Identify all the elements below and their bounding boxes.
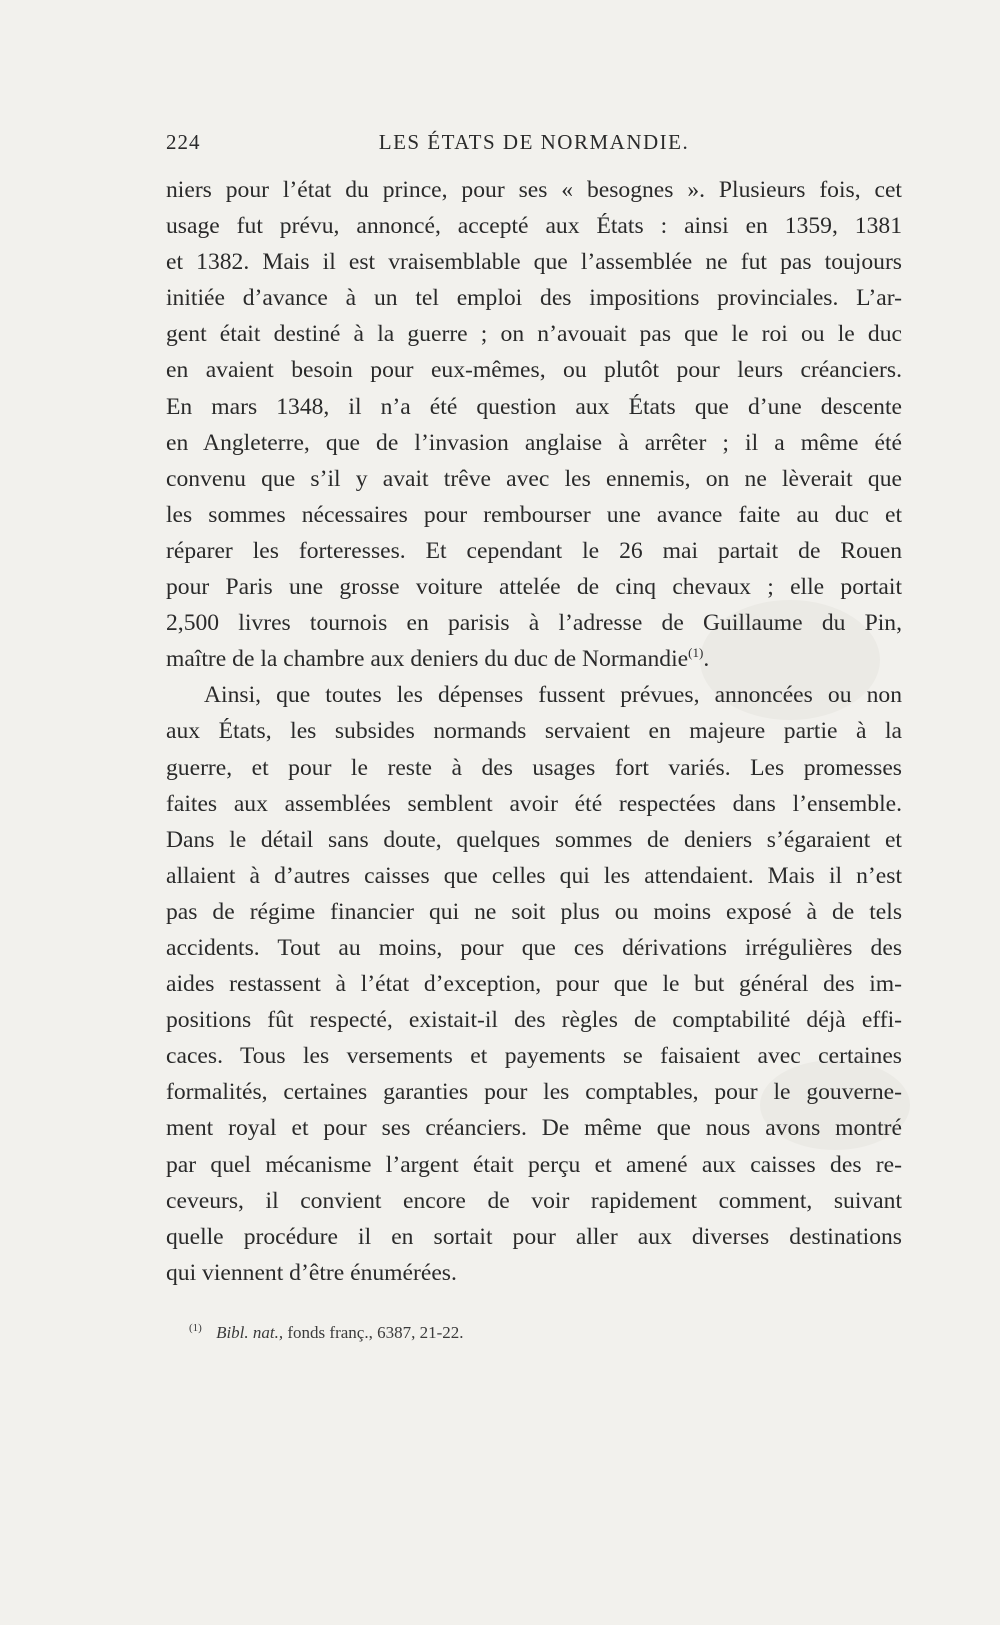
footnote-reference[interactable]: (1): [688, 645, 704, 661]
footnote-reference-text: fonds franç., 6387, 21-22.: [287, 1323, 464, 1342]
text-line: En mars 1348, il n’a été question aux États que d’une descente: [166, 393, 902, 420]
text-line: Ainsi, que toutes les dépenses fussent prévues, annoncées ou non: [204, 682, 902, 709]
text-line: Dans le détail sans doute, quelques sommes de deniers s’égaraient et: [166, 826, 902, 853]
footnote-source: Bibl. nat.,: [216, 1323, 284, 1342]
text-line: réparer les forteresses. Et cependant le 26 mai partait de Rouen: [166, 537, 902, 564]
text-line: usage fut prévu, annoncé, accepté aux États : ainsi en 1359, 1381: [166, 213, 902, 240]
text-line: initiée d’avance à un tel emploi des impositions provinciales. L’ar-: [166, 285, 902, 312]
text-line: et 1382. Mais il est vraisemblable que l’assemblée ne fut pas toujours: [166, 249, 902, 276]
text-line: aux États, les subsides normands servaient en majeure partie à la: [166, 718, 902, 745]
body-text: [166, 172, 902, 1291]
text-line: niers pour l’état du prince, pour ses « besognes ». Plusieurs fois, cet: [166, 177, 902, 203]
footnote-mark: (1): [189, 1322, 202, 1334]
text-line: faites aux assemblées semblent avoir été respectées dans l’ensemble.: [166, 790, 902, 817]
text-line: positions fût respecté, existait-il des règles de comptabilité déjà effi-: [166, 1007, 902, 1034]
text-line: pour Paris une grosse voiture attelée de cinq chevaux ; elle portait: [166, 574, 902, 601]
text-line: accidents. Tout au moins, pour que ces dérivations irrégulières des: [166, 934, 902, 961]
page-number: 224: [166, 130, 201, 154]
text-line: 2,500 livres tournois en parisis à l’adresse de Guillaume du Pin,: [166, 610, 902, 637]
text-line: aides restassent à l’état d’exception, pour que le but général des im-: [166, 971, 902, 998]
text-line: en Angleterre, que de l’invasion anglaise à arrêter ; il a même été: [166, 429, 902, 456]
running-title: LES ÉTATS DE NORMANDIE.: [378, 130, 690, 154]
text-line: qui viennent d’être énumérées.: [166, 1259, 457, 1286]
text-line: les sommes nécessaires pour rembourser une avance faite au duc et: [166, 501, 902, 528]
text-line: ceveurs, il convient encore de voir rapidement comment, suivant: [166, 1187, 902, 1214]
line-end-punctuation: .: [703, 646, 710, 673]
text-line: pas de régime financier qui ne soit plus ou moins exposé à de tels: [166, 898, 902, 925]
text-line: convenu que s’il y avait trêve avec les ennemis, on ne lèverait que: [166, 465, 902, 492]
text-line: guerre, et pour le reste à des usages fort variés. Les promesses: [166, 754, 902, 781]
text-line: caces. Tous les versements et payements se faisaient avec certaines: [166, 1043, 902, 1070]
text-line: formalités, certaines garanties pour les comptables, pour le gouverne-: [166, 1079, 902, 1106]
text-line: ment royal et pour ses créanciers. De même que nous avons montré: [166, 1115, 902, 1142]
text-line: en avaient besoin pour eux-mêmes, ou plutôt pour leurs créanciers.: [166, 357, 902, 384]
text-line: allaient à d’autres caisses que celles qui les attendaient. Mais il n’est: [166, 862, 902, 889]
footnote: [189, 1322, 889, 1343]
text-line: par quel mécanisme l’argent était perçu et amené aux caisses des re-: [166, 1151, 902, 1178]
text-line: quelle procédure il en sortait pour aller aux diverses destinations: [166, 1223, 902, 1250]
text-line: gent était destiné à la guerre ; on n’avouait pas que le roi ou le duc: [166, 321, 902, 348]
text-line: [166, 641, 902, 677]
running-head: [166, 130, 902, 164]
text-line-content: maître de la chambre aux deniers du duc de Normandie: [166, 646, 689, 673]
